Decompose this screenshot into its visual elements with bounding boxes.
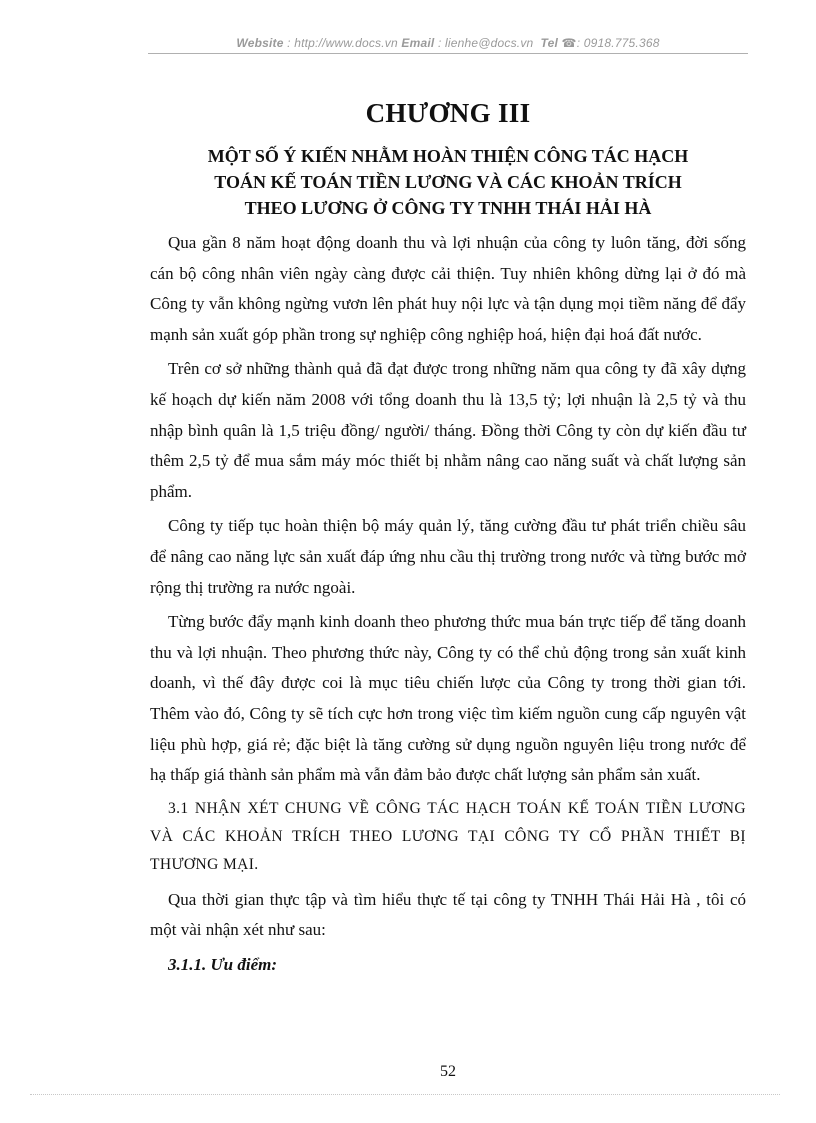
chapter-subtitle — [150, 143, 746, 221]
body-paragraph: Trên cơ sở những thành quả đã đạt được trong những năm qua công ty đã xây dựng kế hoạch dự kiến năm 2008 với tổng doanh thu là 13,5 tỷ; lợi nhuận là 2,5 tỷ và thu nhập bình quân là 1,5 triệu đồng/ người/ tháng. Đồng thời Công ty còn dự kiến đầu tư thêm 2,5 tỷ để mua sắm máy móc thiết bị nhằm nâng cao năng suất và chất lượng sản phẩm. — [150, 359, 746, 501]
document-body — [150, 98, 746, 980]
email-label: Email — [401, 36, 435, 50]
subtitle-line: MỘT SỐ Ý KIẾN NHẰM HOÀN THIỆN CÔNG TÁC HẠCH — [207, 146, 689, 166]
tel-label: Tel — [540, 36, 558, 50]
subsection-heading: 3.1.1. Ưu điểm: — [168, 954, 278, 974]
section-heading: 3.1 NHẬN XÉT CHUNG VỀ CÔNG TÁC HẠCH TOÁN KẾ TOÁN TIỀN LƯƠNG VÀ CÁC KHOẢN TRÍCH THEO LƯƠNG TẠI CÔNG TY CỔ PHẦN THIẾT BỊ THƯƠNG MẠI. — [150, 799, 746, 873]
subtitle-line: TOÁN KẾ TOÁN TIỀN LƯƠNG VÀ CÁC KHOẢN TRÍCH — [214, 172, 682, 192]
body-paragraph: Qua gần 8 năm hoạt động doanh thu và lợi nhuận của công ty luôn tăng, đời sống cán bộ công nhân viên ngày càng được cải thiện. Tuy nhiên không dừng lại ở đó mà Công ty vẫn không ngừng vươn lên phát huy nội lực và tận dụng mọi tiềm năng để đẩy mạnh sản xuất góp phần trong sự nghiệp công nghiệp hoá, hiện đại hoá đất nước. — [150, 233, 746, 344]
website-label: Website — [236, 36, 284, 50]
page-number: 52 — [440, 1063, 456, 1080]
tel-number: ☎: 0918.775.368 — [561, 36, 660, 50]
footer-divider — [30, 1094, 780, 1095]
subtitle-line: THEO LƯƠNG Ở CÔNG TY TNHH THÁI HẢI HÀ — [244, 198, 652, 218]
chapter-title: CHƯƠNG III — [365, 98, 531, 128]
body-paragraph: Từng bước đẩy mạnh kinh doanh theo phương thức mua bán trực tiếp để tăng doanh thu và lợi nhuận. Theo phương thức này, Công ty có thể chủ động trong sản xuất kinh doanh, vì thế đây được coi là mục tiêu chiến lược của Công ty trong thời gian tới. Thêm vào đó, Công ty sẽ tích cực hơn trong việc tìm kiếm nguồn cung cấp nguyên vật liệu phù hợp, giá rẻ; đặc biệt là tăng cường sử dụng nguồn nguyên liệu trong nước để hạ thấp giá thành sản phẩm mà vẫn đảm bảo được chất lượng sản phẩm sản xuất. — [150, 612, 746, 785]
email-address: : lienhe@docs.vn — [437, 36, 534, 50]
body-paragraph: Công ty tiếp tục hoàn thiện bộ máy quản lý, tăng cường đầu tư phát triển chiều sâu để nâng cao năng lực sản xuất đáp ứng nhu cầu thị trường trong nước và từng bước mở rộng thị trường ra nước ngoài. — [150, 516, 746, 597]
page-header — [148, 36, 748, 50]
intro-paragraph: Qua thời gian thực tập và tìm hiểu thực tế tại công ty TNHH Thái Hải Hà , tôi có một vài nhận xét như sau: — [150, 889, 746, 940]
website-url: : http://www.docs.vn — [287, 36, 398, 50]
header-divider — [148, 53, 748, 54]
